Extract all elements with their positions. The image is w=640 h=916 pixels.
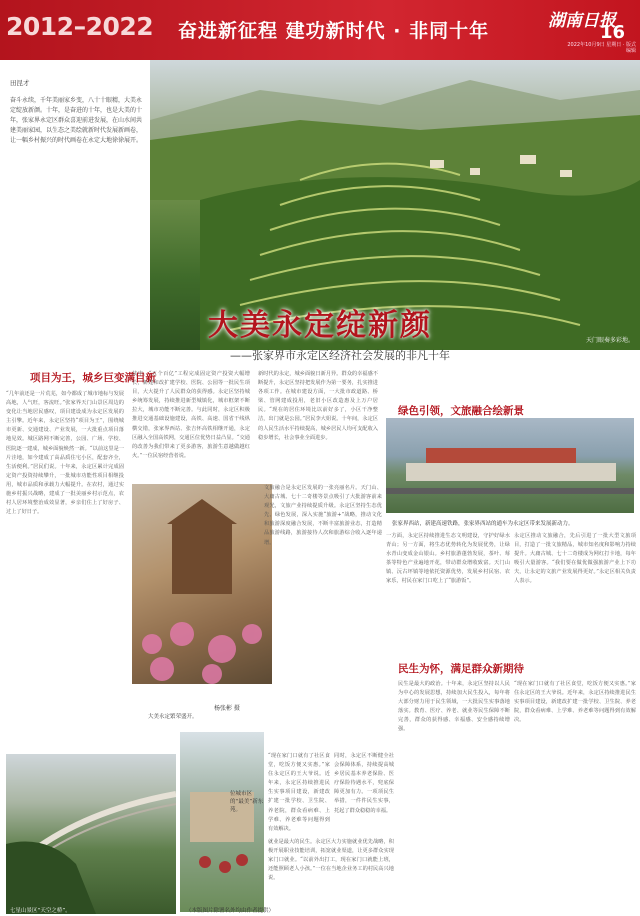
issue-meta: 2022年10月9日 星期日 · 版式编辑	[567, 42, 636, 54]
article-column-11: 同时，永定区不断健全社会保障体系，持续提高城乡居民基本养老保险、医疗保险待遇水平，兜底保障更加有力。一项项民生举措，一件件民生实事，托起了群众稳稳的幸福。	[334, 753, 394, 814]
photo-caption-station: 张家界西站，新建高速铁路，张家界西站的通车为永定区带来发展新动力。	[392, 521, 574, 527]
flower-field-photo	[132, 484, 272, 684]
section-title-culture: 绿色引领，文旅融合绘新景	[398, 405, 524, 417]
masthead-banner	[0, 0, 640, 60]
article-column-5: 一方面，永定区持续推进生态文明建设，守护好绿水青山；另一方面，将生态优势转化为发展优势，让绿水青山变成金山银山。乡村旅游蓬勃发展，茶叶、莓茶等特色产业遍地开花，带动群众增收致富。天门山镇、沅古坪镇等地依托资源优势，发展乡村民宿、农家乐，村民在家门口吃上了“旅游饭”。	[386, 533, 510, 585]
article-column-1: “几年前还是一片荒芜，如今都成了城市地标与发展高地，人气旺，客流旺。”张家界天门山景区周边的变化让当地居民感叹，项目建设成为永定区发展的主引擎。近年来，永定区坚持“项目为王”，围绕城市更新、交通建设、产业发展，一大批重点项目落地见效。城区路网不断完善，公园、广场、学校、医院逐一建成，城乡面貌焕然一新。“以前这里是一片洼地，如今建成了高品质住宅小区，配套齐全，生活便利。”居民们说。十年来，永定区累计完成固定资产投资持续攀升，一批城市功能性项目相继投用，城市品质和承载力大幅提升。在农村，通过实施乡村振兴战略，建成了一批美丽乡村示范点，农村人居环境整治成效显著，乡亲们住上了好房子、过上了好日子。	[6, 391, 124, 516]
article-column-10: 就业是最大的民生。永定区大力实施就业优先战略，积极开展职业技能培训，拓宽就业渠道，让更多群众实现家门口就业。“以前外出打工，现在家门口就能上班，还能照顾老人小孩。”一位在当地企业务工的村民高兴地说。	[268, 839, 394, 882]
page-number: 16	[600, 22, 626, 43]
flower-field-illustration	[132, 484, 272, 684]
article-column-9: “现在家门口就有了社区食堂，吃饭方便又实惠。”家住永定区的王大爷说。近年来，永定区持续推进民生实事项目建设，新建改扩建一批学校、卫生院、养老院，群众看病难、上学难、养老难等问题得到有效解决。	[268, 753, 330, 832]
sky-bridge-illustration	[6, 754, 176, 914]
hero-caption: 天门眼奏多彩地。	[585, 337, 634, 344]
photo-credit-flowers: 杨张彬 摄	[214, 705, 240, 712]
intro-author: 田昆才	[10, 79, 30, 87]
sub-headline: ——张家界市永定区经济社会发展的非凡十年	[230, 349, 450, 362]
article-column-7: 民生是最大的政治。十年来，永定区坚持以人民为中心的发展思想，持续加大民生投入，每年将大部分财力用于民生领域，一大批民生实事落地落实。教育、医疗、养老、就业等民生保障不断完善，群众的获得感、幸福感、安全感持续增强。	[398, 681, 510, 733]
section-title-livelihood: 民生为怀，满足群众新期待	[398, 663, 524, 675]
photo-caption-side: 位城市区的“最美”新东苑。	[230, 791, 264, 813]
railway-station-photo	[386, 418, 634, 513]
community-photo	[180, 732, 264, 912]
newspaper-name: 湖南日报	[548, 11, 616, 31]
article-column-3: 新时代的永定，城乡面貌日新月异。群众的幸福感不断提升，永定区坚持把发展作为第一要务，扎实推进各项工作。在城市建设方面，一大批市政道路、桥梁、管网建成投用，老旧小区改造惠及上万户居民。“现在的居住环境比以前好多了，小区干净整洁，出门就是公园。”居民李大姐说。十年间，永定区的人民生活水平持续提高，城乡居民人均可支配收入稳步增长，社会事业全面进步。	[258, 371, 378, 441]
community-illustration	[180, 732, 264, 912]
article-column-4: 文旅融合是永定区发展的一张亮丽名片。天门山、大庸古城、七十二奇楼等景点吸引了大批游客前来观光，文旅产业持续提质升级。永定区坚持生态优先、绿色发展，深入实施“旅游+”战略，推动文化和旅游深度融合发展，不断丰富旅游业态，打造精品旅游线路，旅游接待人次和旅游综合收入逐年递增。	[264, 485, 382, 546]
masthead-slogan: 奋进新征程 建功新时代 · 非同十年	[178, 20, 490, 42]
railway-station-illustration	[386, 418, 634, 513]
photo-caption-credits: （本版图片除署名外均由作者提供）	[186, 908, 275, 914]
photo-caption-bridge: 七星山景区“天空之桥”。	[10, 908, 71, 914]
masthead-years: 2012–2022	[6, 12, 154, 41]
article-column-2: 其中，“五个百亿”工程完成固定资产投资大幅增长，新建和改扩建学校、医院、公园等一批民生项目，大大提升了人民群众的获得感。永定区坚持城乡统筹发展，持续推进新型城镇化，城市框架不断拉大，城市功能不断完善。与此同时，永定区积极推进交通基础设施建设，高铁、高速、国省干线纵横交错，张家界西站、张吉怀高铁相继开通，永定区融入全国高铁网，交通区位优势日益凸显。“交通的改善为我们带来了更多游客，旅游生意越做越红火。”一位民宿经营者说。	[132, 371, 250, 459]
section-title-projects: 项目为王，城乡巨变满目新	[30, 372, 156, 384]
article-column-8: “现在家门口就有了社区食堂，吃饭方便又实惠。”家住永定区的王大爷说。近年来，永定区持续推进民生实事项目建设，新建改扩建一批学校、卫生院、养老院，群众看病难、上学难、养老难等问题得到有效解决。	[514, 681, 636, 724]
photo-caption-flowers: 大美永定繁荣盛开。	[148, 714, 198, 720]
intro-text: 奋斗永续，千年美丽家乡变，八十十眼精，大美永定绽放新颜。十年，是奋进的十年，也是大美的十年，张家界永定区群众喜迎前进发展，在山水间共建美丽家园，以生态之美绘就新时代发展新画卷，让一幅乡村振兴的时代画卷在永定大地徐徐展开。	[10, 97, 143, 144]
main-headline: 大美永定绽新颜	[208, 308, 432, 343]
article-column-6: 永定区推动文旅融合，先后引进了一批大型文旅项目，打造了一批文旅精品，城市知名度和影响力持续提升。大庸古城、七十二奇楼成为网红打卡地，每年吸引大量游客。“我们要在做优做强旅游产业上下功夫，让永定的文旅产业发展得更好。”永定区相关负责人表示。	[514, 533, 636, 585]
sky-bridge-photo	[6, 754, 176, 914]
